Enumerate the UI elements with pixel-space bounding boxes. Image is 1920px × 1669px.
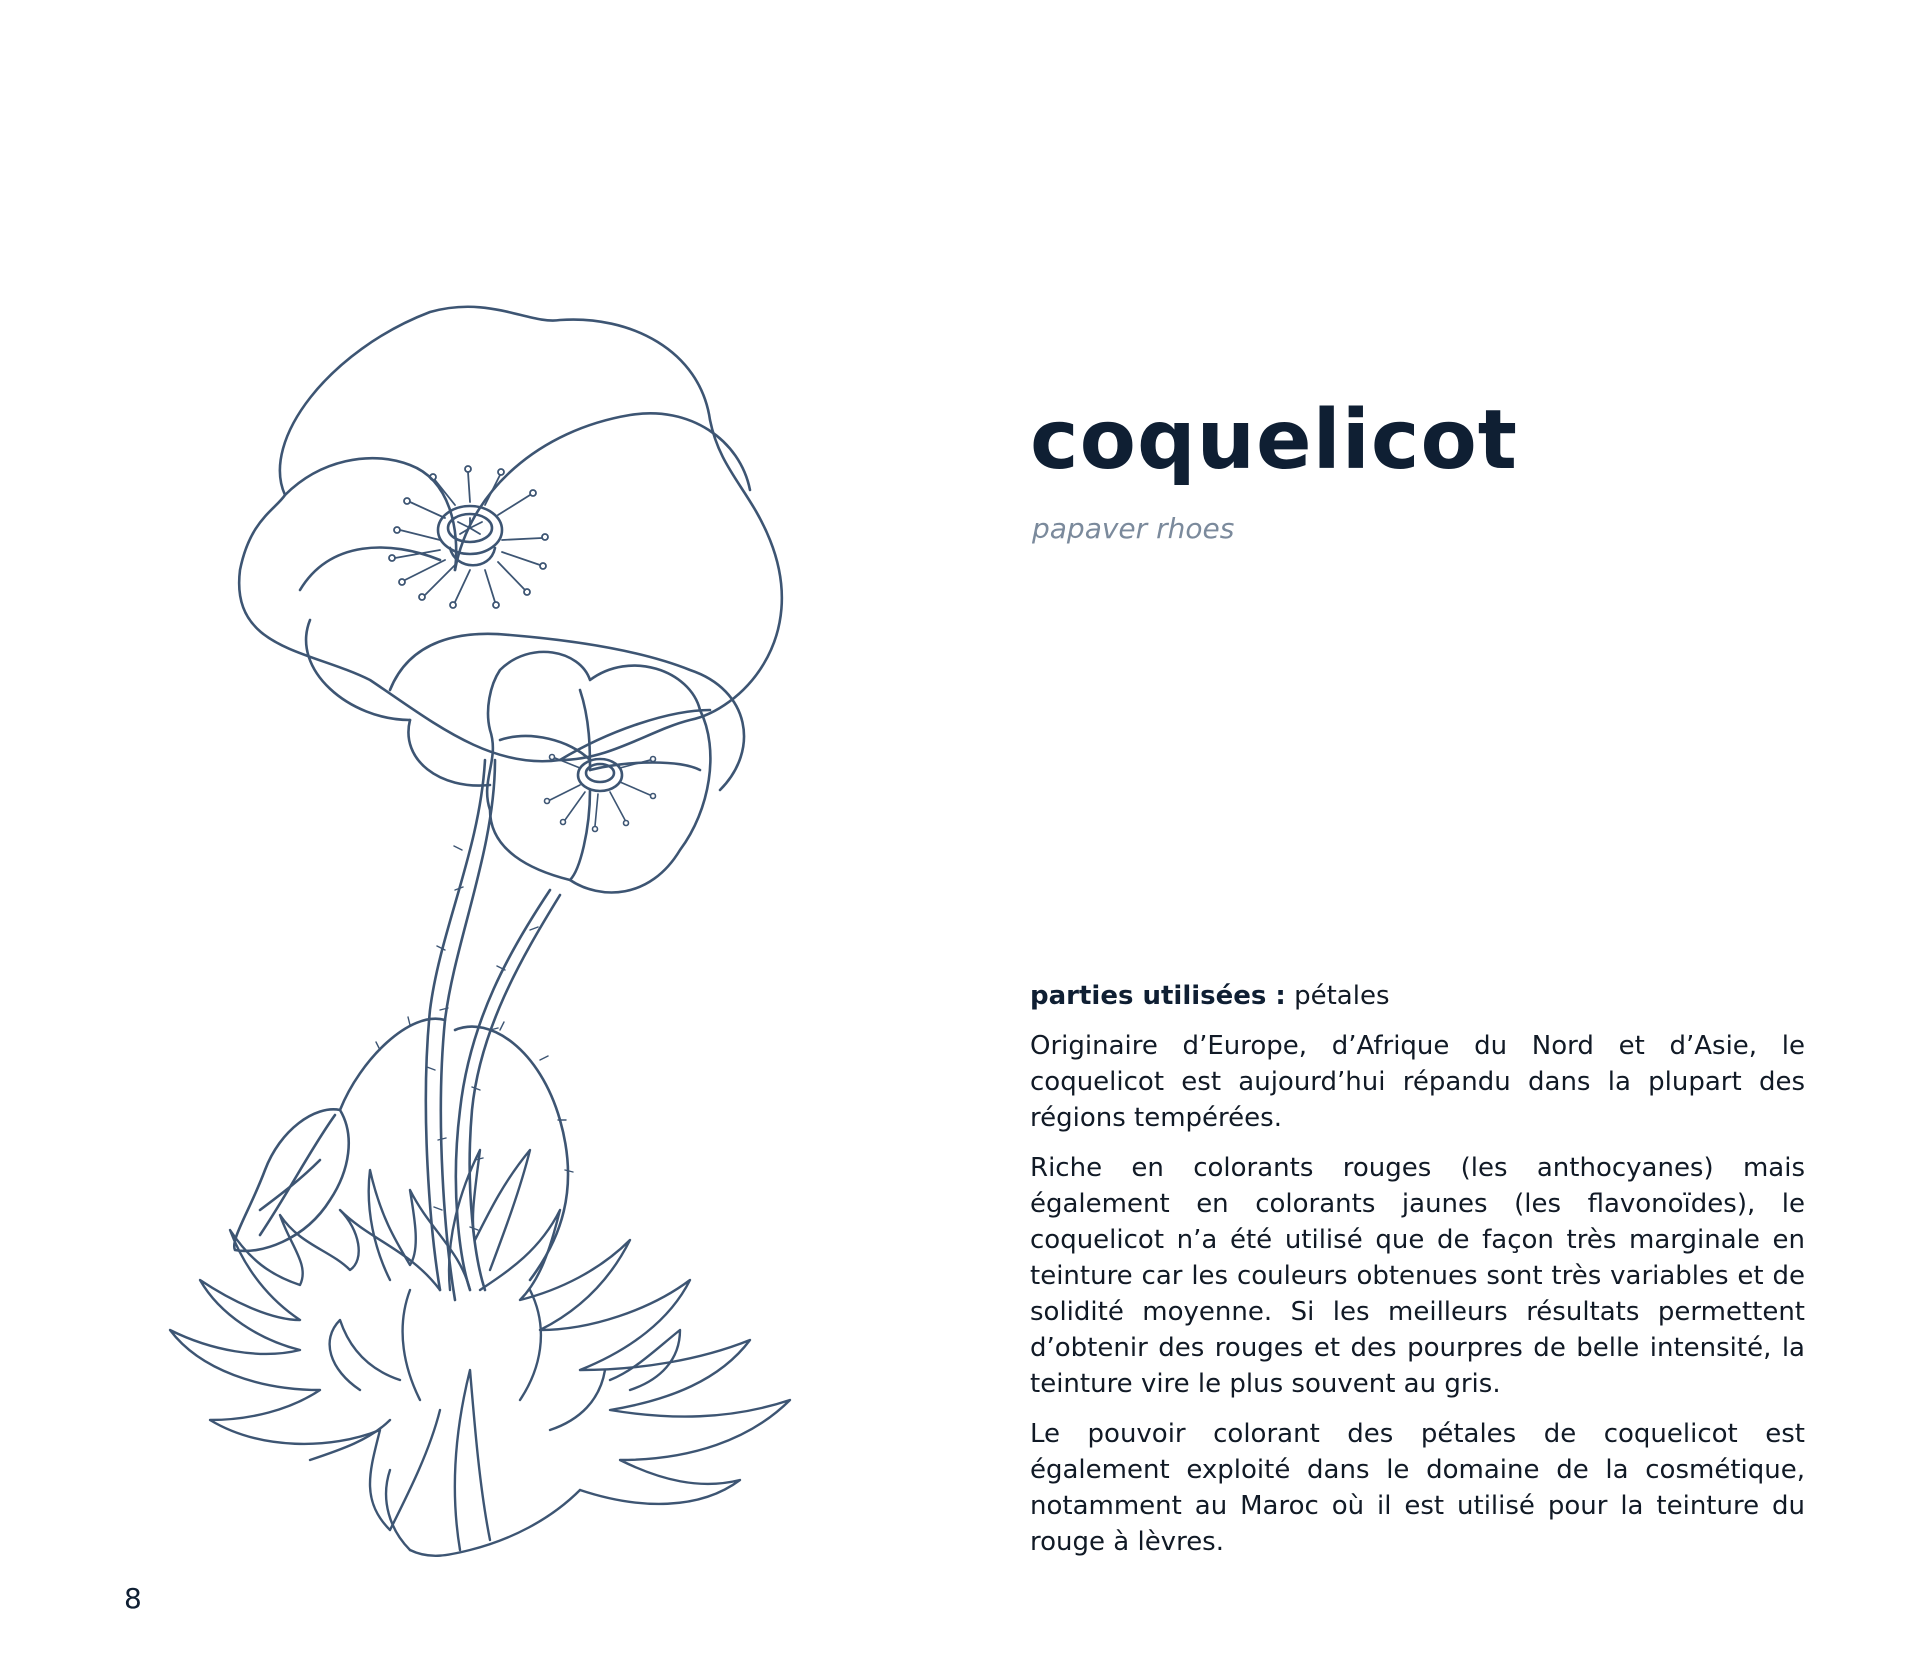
paragraph-origin: Originaire d’Europe, d’Afrique du Nord et d’Asie, le coquelicot est aujourd’hui répandu dans la plupart des régions tempérées. (1030, 1031, 1805, 1133)
plant-latin-name: papaver rhoes (1032, 512, 1235, 545)
description-column (1030, 978, 1805, 1574)
large-flower (239, 307, 782, 790)
page-number: 8 (124, 1582, 142, 1615)
parts-used-line (1030, 978, 1805, 1014)
parts-used-label: parties utilisées : (1030, 981, 1286, 1011)
paragraph-cosmetics: Le pouvoir colorant des pétales de coquelicot est également exploité dans le domaine de la cosmétique, notamment au Maroc où il est utilisé pour la teinture du rouge à lèvres. (1030, 1419, 1805, 1557)
leaves (170, 1150, 790, 1556)
plant-common-name: coquelicot (1030, 393, 1518, 488)
small-flower (487, 652, 710, 893)
parts-used-value: pétales (1294, 981, 1390, 1011)
poppy-illustration (110, 290, 930, 1580)
paragraph-dye-properties: Riche en colorants rouges (les anthocyanes) mais également en colorants jaunes (les flavonoïdes), le coquelicot n’a été utilisé que de façon très marginale en teinture car les couleurs obtenues sont très variables et de solidité moyenne. Si les meilleurs résultats permettent d’obtenir des rouges et des pourpres de belle intensité, la teinture vire le plus souvent au gris. (1030, 1153, 1805, 1399)
stems (340, 760, 573, 1300)
